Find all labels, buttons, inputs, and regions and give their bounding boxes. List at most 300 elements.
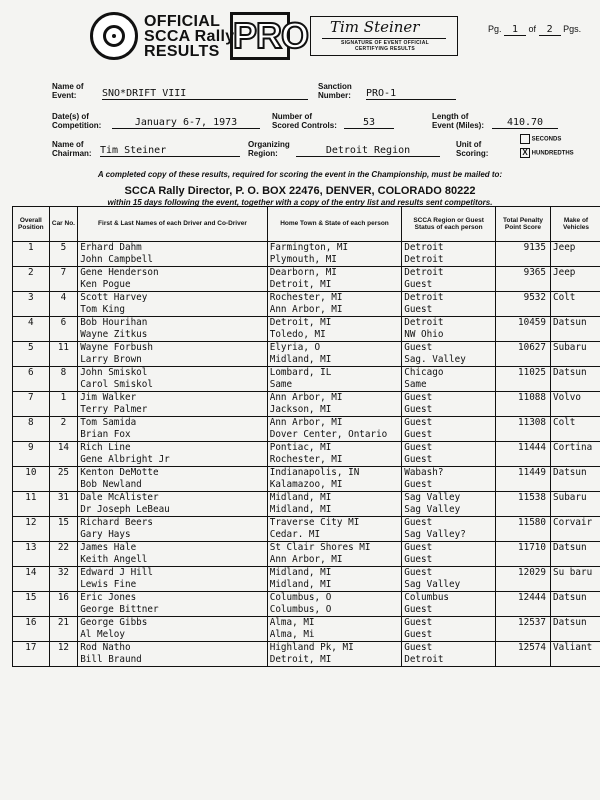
penalty-score-cell: 11088	[495, 392, 550, 405]
codriver-region-cell: Sag Valley?	[402, 529, 496, 542]
codriver-hometown-cell: Columbus, O	[267, 604, 402, 617]
driver-hometown-cell: Alma, MI	[267, 617, 402, 630]
blank-cell	[495, 404, 550, 417]
table-row	[13, 342, 600, 355]
blank-cell	[49, 504, 78, 517]
blank-cell	[13, 529, 50, 542]
driver-hometown-cell: Pontiac, MI	[267, 442, 402, 455]
table-row	[13, 529, 600, 542]
blank-cell	[551, 304, 600, 317]
blank-cell	[495, 604, 550, 617]
unit-seconds-option: SECONDS	[520, 134, 561, 144]
overall-position-cell: 11	[13, 492, 50, 505]
pro-badge: PRO	[230, 12, 290, 60]
blank-cell	[13, 254, 50, 267]
codriver-region-cell: Guest	[402, 629, 496, 642]
table-row	[13, 604, 600, 617]
vehicle-make-cell: Datsun	[551, 317, 600, 330]
driver-name-cell: Bob Hourihan	[78, 317, 268, 330]
penalty-score-cell: 11449	[495, 467, 550, 480]
table-row	[13, 567, 600, 580]
overall-position-cell: 6	[13, 367, 50, 380]
blank-cell	[495, 254, 550, 267]
codriver-name-cell: Ken Pogue	[78, 279, 268, 292]
blank-cell	[495, 579, 550, 592]
driver-name-cell: Gene Henderson	[78, 267, 268, 280]
codriver-region-cell: Guest	[402, 279, 496, 292]
codriver-region-cell: Guest	[402, 604, 496, 617]
codriver-region-cell: Detroit	[402, 654, 496, 667]
page-number: 1	[504, 24, 526, 36]
blank-cell	[13, 454, 50, 467]
codriver-name-cell: Tom King	[78, 304, 268, 317]
driver-hometown-cell: Elyria, O	[267, 342, 402, 355]
blank-cell	[551, 279, 600, 292]
driver-region-cell: Guest	[402, 617, 496, 630]
sanction-label: Sanction Number:	[318, 82, 352, 100]
table-row	[13, 479, 600, 492]
driver-name-cell: Erhard Dahm	[78, 242, 268, 255]
table-row	[13, 542, 600, 555]
table-row	[13, 304, 600, 317]
driver-hometown-cell: Midland, MI	[267, 492, 402, 505]
blank-cell	[13, 479, 50, 492]
blank-cell	[551, 554, 600, 567]
blank-cell	[551, 429, 600, 442]
col-make: Make of Vehicles	[551, 207, 600, 242]
overall-position-cell: 5	[13, 342, 50, 355]
codriver-name-cell: Terry Palmer	[78, 404, 268, 417]
car-number-cell: 4	[49, 292, 78, 305]
car-number-cell: 21	[49, 617, 78, 630]
blank-cell	[551, 379, 600, 392]
codriver-name-cell: Keith Angell	[78, 554, 268, 567]
blank-cell	[551, 454, 600, 467]
car-number-cell: 12	[49, 642, 78, 655]
driver-name-cell: Richard Beers	[78, 517, 268, 530]
blank-cell	[13, 379, 50, 392]
vehicle-make-cell: Volvo	[551, 392, 600, 405]
car-number-cell: 15	[49, 517, 78, 530]
blank-cell	[49, 254, 78, 267]
codriver-hometown-cell: Cedar. MI	[267, 529, 402, 542]
penalty-score-cell: 12444	[495, 592, 550, 605]
table-row	[13, 504, 600, 517]
table-row	[13, 492, 600, 505]
driver-name-cell: Edward J Hill	[78, 567, 268, 580]
codriver-hometown-cell: Rochester, MI	[267, 454, 402, 467]
codriver-hometown-cell: Midland, MI	[267, 579, 402, 592]
vehicle-make-cell: Subaru	[551, 492, 600, 505]
codriver-name-cell: Bill Braund	[78, 654, 268, 667]
blank-cell	[551, 604, 600, 617]
codriver-region-cell: Detroit	[402, 254, 496, 267]
car-number-cell: 22	[49, 542, 78, 555]
blank-cell	[13, 354, 50, 367]
overall-position-cell: 3	[13, 292, 50, 305]
blank-cell	[49, 429, 78, 442]
table-row	[13, 429, 600, 442]
form-title	[144, 14, 234, 59]
blank-cell	[551, 329, 600, 342]
driver-name-cell: Rod Natho	[78, 642, 268, 655]
car-number-cell: 32	[49, 567, 78, 580]
overall-position-cell: 13	[13, 542, 50, 555]
vehicle-make-cell: Datsun	[551, 617, 600, 630]
blank-cell	[495, 379, 550, 392]
codriver-hometown-cell: Alma, Mi	[267, 629, 402, 642]
driver-name-cell: Kenton DeMotte	[78, 467, 268, 480]
driver-region-cell: Detroit	[402, 242, 496, 255]
codriver-hometown-cell: Same	[267, 379, 402, 392]
chairman-value: Tim Steiner	[100, 145, 240, 157]
driver-region-cell: Wabash?	[402, 467, 496, 480]
codriver-name-cell: Lewis Fine	[78, 579, 268, 592]
table-row	[13, 254, 600, 267]
title-line-2: SCCA Rally	[144, 28, 235, 45]
blank-cell	[49, 554, 78, 567]
vehicle-make-cell: Datsun	[551, 367, 600, 380]
overall-position-cell: 9	[13, 442, 50, 455]
driver-region-cell: Guest	[402, 442, 496, 455]
overall-position-cell: 7	[13, 392, 50, 405]
blank-cell	[49, 604, 78, 617]
blank-cell	[551, 504, 600, 517]
driver-region-cell: Guest	[402, 542, 496, 555]
blank-cell	[495, 554, 550, 567]
codriver-name-cell: Wayne Zitkus	[78, 329, 268, 342]
blank-cell	[495, 654, 550, 667]
car-number-cell: 2	[49, 417, 78, 430]
penalty-score-cell: 11308	[495, 417, 550, 430]
col-hometown: Home Town & State of each person	[267, 207, 402, 242]
title-line-1: OFFICIAL	[144, 13, 221, 30]
vehicle-make-cell: Datsun	[551, 467, 600, 480]
blank-cell	[495, 454, 550, 467]
driver-name-cell: Wayne Forbush	[78, 342, 268, 355]
penalty-score-cell: 10459	[495, 317, 550, 330]
driver-region-cell: Guest	[402, 642, 496, 655]
table-row	[13, 617, 600, 630]
driver-hometown-cell: Rochester, MI	[267, 292, 402, 305]
overall-position-cell: 16	[13, 617, 50, 630]
blank-cell	[49, 654, 78, 667]
car-number-cell: 14	[49, 442, 78, 455]
driver-name-cell: Jim Walker	[78, 392, 268, 405]
codriver-name-cell: Gary Hays	[78, 529, 268, 542]
driver-region-cell: Detroit	[402, 292, 496, 305]
col-region: SCCA Region or Guest Status of each person	[402, 207, 496, 242]
codriver-name-cell: Al Meloy	[78, 629, 268, 642]
event-name-label: Name of Event:	[52, 82, 84, 100]
driver-name-cell: Eric Jones	[78, 592, 268, 605]
col-overall-position: Overall Position	[13, 207, 50, 242]
blank-cell	[495, 479, 550, 492]
overall-position-cell: 12	[13, 517, 50, 530]
table-row	[13, 554, 600, 567]
driver-hometown-cell: Columbus, O	[267, 592, 402, 605]
driver-hometown-cell: Traverse City MI	[267, 517, 402, 530]
driver-region-cell: Guest	[402, 417, 496, 430]
signature-line	[322, 38, 446, 39]
blank-cell	[13, 579, 50, 592]
codriver-region-cell: Sag Valley	[402, 579, 496, 592]
codriver-region-cell: NW Ohio	[402, 329, 496, 342]
table-row	[13, 654, 600, 667]
driver-hometown-cell: Ann Arbor, MI	[267, 392, 402, 405]
seconds-checkbox	[520, 134, 530, 144]
vehicle-make-cell: Su baru	[551, 567, 600, 580]
codriver-name-cell: Carol Smiskol	[78, 379, 268, 392]
codriver-name-cell: Bob Newland	[78, 479, 268, 492]
blank-cell	[49, 529, 78, 542]
car-number-cell: 7	[49, 267, 78, 280]
codriver-region-cell: Guest	[402, 479, 496, 492]
vehicle-make-cell: Datsun	[551, 542, 600, 555]
table-row	[13, 317, 600, 330]
blank-cell	[495, 279, 550, 292]
codriver-name-cell: Brian Fox	[78, 429, 268, 442]
controls-value: 53	[344, 117, 394, 129]
results-table	[12, 206, 600, 667]
car-number-cell: 31	[49, 492, 78, 505]
overall-position-cell: 1	[13, 242, 50, 255]
mailing-notice: A completed copy of these results, required for scoring the event in the Championship, must be mailed to:	[97, 170, 503, 179]
penalty-score-cell: 9532	[495, 292, 550, 305]
driver-region-cell: Guest	[402, 517, 496, 530]
table-row	[13, 404, 600, 417]
driver-region-cell: Detroit	[402, 317, 496, 330]
blank-cell	[13, 504, 50, 517]
table-row	[13, 517, 600, 530]
driver-name-cell: Dale McAlister	[78, 492, 268, 505]
driver-name-cell: Tom Samida	[78, 417, 268, 430]
chairman-label: Name of Chairman:	[52, 140, 92, 158]
mailing-deadline: within 15 days following the event, together with a copy of the entry list and results sent competitors.	[107, 198, 493, 207]
codriver-hometown-cell: Detroit, MI	[267, 654, 402, 667]
codriver-name-cell: Larry Brown	[78, 354, 268, 367]
penalty-score-cell: 9365	[495, 267, 550, 280]
driver-name-cell: Scott Harvey	[78, 292, 268, 305]
driver-region-cell: Guest	[402, 392, 496, 405]
driver-hometown-cell: Ann Arbor, MI	[267, 417, 402, 430]
driver-hometown-cell: Lombard, IL	[267, 367, 402, 380]
blank-cell	[49, 629, 78, 642]
blank-cell	[49, 304, 78, 317]
codriver-name-cell: Dr Joseph LeBeau	[78, 504, 268, 517]
vehicle-make-cell: Colt	[551, 292, 600, 305]
penalty-score-cell: 11580	[495, 517, 550, 530]
table-row	[13, 292, 600, 305]
car-number-cell: 5	[49, 242, 78, 255]
blank-cell	[495, 304, 550, 317]
blank-cell	[49, 479, 78, 492]
blank-cell	[49, 404, 78, 417]
table-row	[13, 454, 600, 467]
overall-position-cell: 2	[13, 267, 50, 280]
driver-name-cell: James Hale	[78, 542, 268, 555]
blank-cell	[495, 429, 550, 442]
col-car-number: Car No.	[49, 207, 78, 242]
driver-region-cell: Chicago	[402, 367, 496, 380]
car-number-cell: 8	[49, 367, 78, 380]
vehicle-make-cell: Valiant	[551, 642, 600, 655]
table-row	[13, 242, 600, 255]
overall-position-cell: 10	[13, 467, 50, 480]
overall-position-cell: 8	[13, 417, 50, 430]
penalty-score-cell: 12537	[495, 617, 550, 630]
unit-hundredths-option: X HUNDREDTHS	[520, 148, 574, 158]
codriver-hometown-cell: Plymouth, MI	[267, 254, 402, 267]
car-number-cell: 6	[49, 317, 78, 330]
table-row	[13, 279, 600, 292]
penalty-score-cell: 9135	[495, 242, 550, 255]
driver-hometown-cell: Midland, MI	[267, 567, 402, 580]
scca-logo-icon	[90, 12, 138, 60]
codriver-region-cell: Guest	[402, 554, 496, 567]
results-header-row	[13, 207, 600, 242]
codriver-name-cell: George Bittner	[78, 604, 268, 617]
table-row	[13, 579, 600, 592]
codriver-region-cell: Guest	[402, 404, 496, 417]
driver-name-cell: Rich Line	[78, 442, 268, 455]
table-row	[13, 392, 600, 405]
overall-position-cell: 14	[13, 567, 50, 580]
dates-value: January 6-7, 1973	[112, 117, 260, 129]
page-total: 2	[539, 24, 561, 36]
table-row	[13, 267, 600, 280]
vehicle-make-cell: Subaru	[551, 342, 600, 355]
blank-cell	[49, 354, 78, 367]
vehicle-make-cell: Datsun	[551, 592, 600, 605]
car-number-cell: 1	[49, 392, 78, 405]
codriver-hometown-cell: Dover Center, Ontario	[267, 429, 402, 442]
blank-cell	[551, 254, 600, 267]
codriver-hometown-cell: Midland, MI	[267, 504, 402, 517]
penalty-score-cell: 11710	[495, 542, 550, 555]
vehicle-make-cell: Corvair	[551, 517, 600, 530]
vehicle-make-cell: Jeep	[551, 242, 600, 255]
table-row	[13, 379, 600, 392]
car-number-cell: 16	[49, 592, 78, 605]
codriver-hometown-cell: Ann Arbor, MI	[267, 304, 402, 317]
controls-label: Number of Scored Controls:	[272, 112, 337, 130]
table-row	[13, 467, 600, 480]
blank-cell	[495, 504, 550, 517]
blank-cell	[551, 354, 600, 367]
vehicle-make-cell: Colt	[551, 417, 600, 430]
blank-cell	[13, 629, 50, 642]
page-indicator: Pg. 1 of 2 Pgs.	[488, 24, 582, 35]
codriver-region-cell: Same	[402, 379, 496, 392]
driver-hometown-cell: Highland Pk, MI	[267, 642, 402, 655]
codriver-hometown-cell: Detroit, MI	[267, 279, 402, 292]
codriver-hometown-cell: Toledo, MI	[267, 329, 402, 342]
table-row	[13, 367, 600, 380]
title-line-3: RESULTS	[144, 43, 220, 60]
car-number-cell: 11	[49, 342, 78, 355]
driver-hometown-cell: Indianapolis, IN	[267, 467, 402, 480]
codriver-hometown-cell: Ann Arbor, MI	[267, 554, 402, 567]
penalty-score-cell: 11444	[495, 442, 550, 455]
col-score: Total Penalty Point Score	[495, 207, 550, 242]
table-row	[13, 354, 600, 367]
codriver-region-cell: Sag Valley	[402, 504, 496, 517]
driver-region-cell: Detroit	[402, 267, 496, 280]
blank-cell	[495, 529, 550, 542]
mailing-address: SCCA Rally Director, P. O. BOX 22476, DENVER, COLORADO 80222	[124, 185, 476, 197]
blank-cell	[495, 629, 550, 642]
blank-cell	[49, 329, 78, 342]
blank-cell	[49, 579, 78, 592]
codriver-hometown-cell: Midland, MI	[267, 354, 402, 367]
codriver-hometown-cell: Jackson, MI	[267, 404, 402, 417]
vehicle-make-cell: Cortina	[551, 442, 600, 455]
signature-caption: SIGNATURE OF EVENT OFFICIAL CERTIFYING RESULTS	[340, 40, 429, 52]
codriver-hometown-cell: Kalamazoo, MI	[267, 479, 402, 492]
codriver-region-cell: Guest	[402, 454, 496, 467]
blank-cell	[495, 329, 550, 342]
codriver-name-cell: John Campbell	[78, 254, 268, 267]
penalty-score-cell: 11538	[495, 492, 550, 505]
blank-cell	[551, 404, 600, 417]
driver-region-cell: Guest	[402, 567, 496, 580]
length-value: 410.70	[492, 117, 558, 129]
overall-position-cell: 4	[13, 317, 50, 330]
penalty-score-cell: 12574	[495, 642, 550, 655]
codriver-region-cell: Guest	[402, 304, 496, 317]
car-number-cell: 25	[49, 467, 78, 480]
blank-cell	[495, 354, 550, 367]
blank-cell	[13, 654, 50, 667]
hundredths-checkbox: X	[520, 148, 530, 158]
blank-cell	[551, 629, 600, 642]
blank-cell	[49, 454, 78, 467]
codriver-region-cell: Guest	[402, 429, 496, 442]
overall-position-cell: 17	[13, 642, 50, 655]
table-row	[13, 442, 600, 455]
blank-cell	[551, 579, 600, 592]
blank-cell	[551, 654, 600, 667]
driver-region-cell: Guest	[402, 342, 496, 355]
driver-name-cell: John Smiskol	[78, 367, 268, 380]
blank-cell	[13, 329, 50, 342]
col-names: First & Last Names of each Driver and Co-Driver	[78, 207, 268, 242]
codriver-name-cell: Gene Albright Jr	[78, 454, 268, 467]
table-row	[13, 642, 600, 655]
event-name-value: SNO*DRIFT VIII	[102, 88, 308, 100]
driver-hometown-cell: Detroit, MI	[267, 317, 402, 330]
driver-name-cell: George Gibbs	[78, 617, 268, 630]
driver-hometown-cell: Dearborn, MI	[267, 267, 402, 280]
length-label: Length of Event (Miles):	[432, 112, 485, 130]
official-signature: Tim Steiner	[330, 18, 420, 36]
blank-cell	[49, 379, 78, 392]
blank-cell	[13, 429, 50, 442]
blank-cell	[13, 279, 50, 292]
table-row	[13, 417, 600, 430]
blank-cell	[49, 279, 78, 292]
codriver-region-cell: Sag. Valley	[402, 354, 496, 367]
driver-region-cell: Sag Valley	[402, 492, 496, 505]
penalty-score-cell: 10627	[495, 342, 550, 355]
penalty-score-cell: 11025	[495, 367, 550, 380]
region-label: Organizing Region:	[248, 140, 290, 158]
driver-region-cell: Columbus	[402, 592, 496, 605]
blank-cell	[551, 479, 600, 492]
results-body	[13, 242, 600, 667]
penalty-score-cell: 12029	[495, 567, 550, 580]
